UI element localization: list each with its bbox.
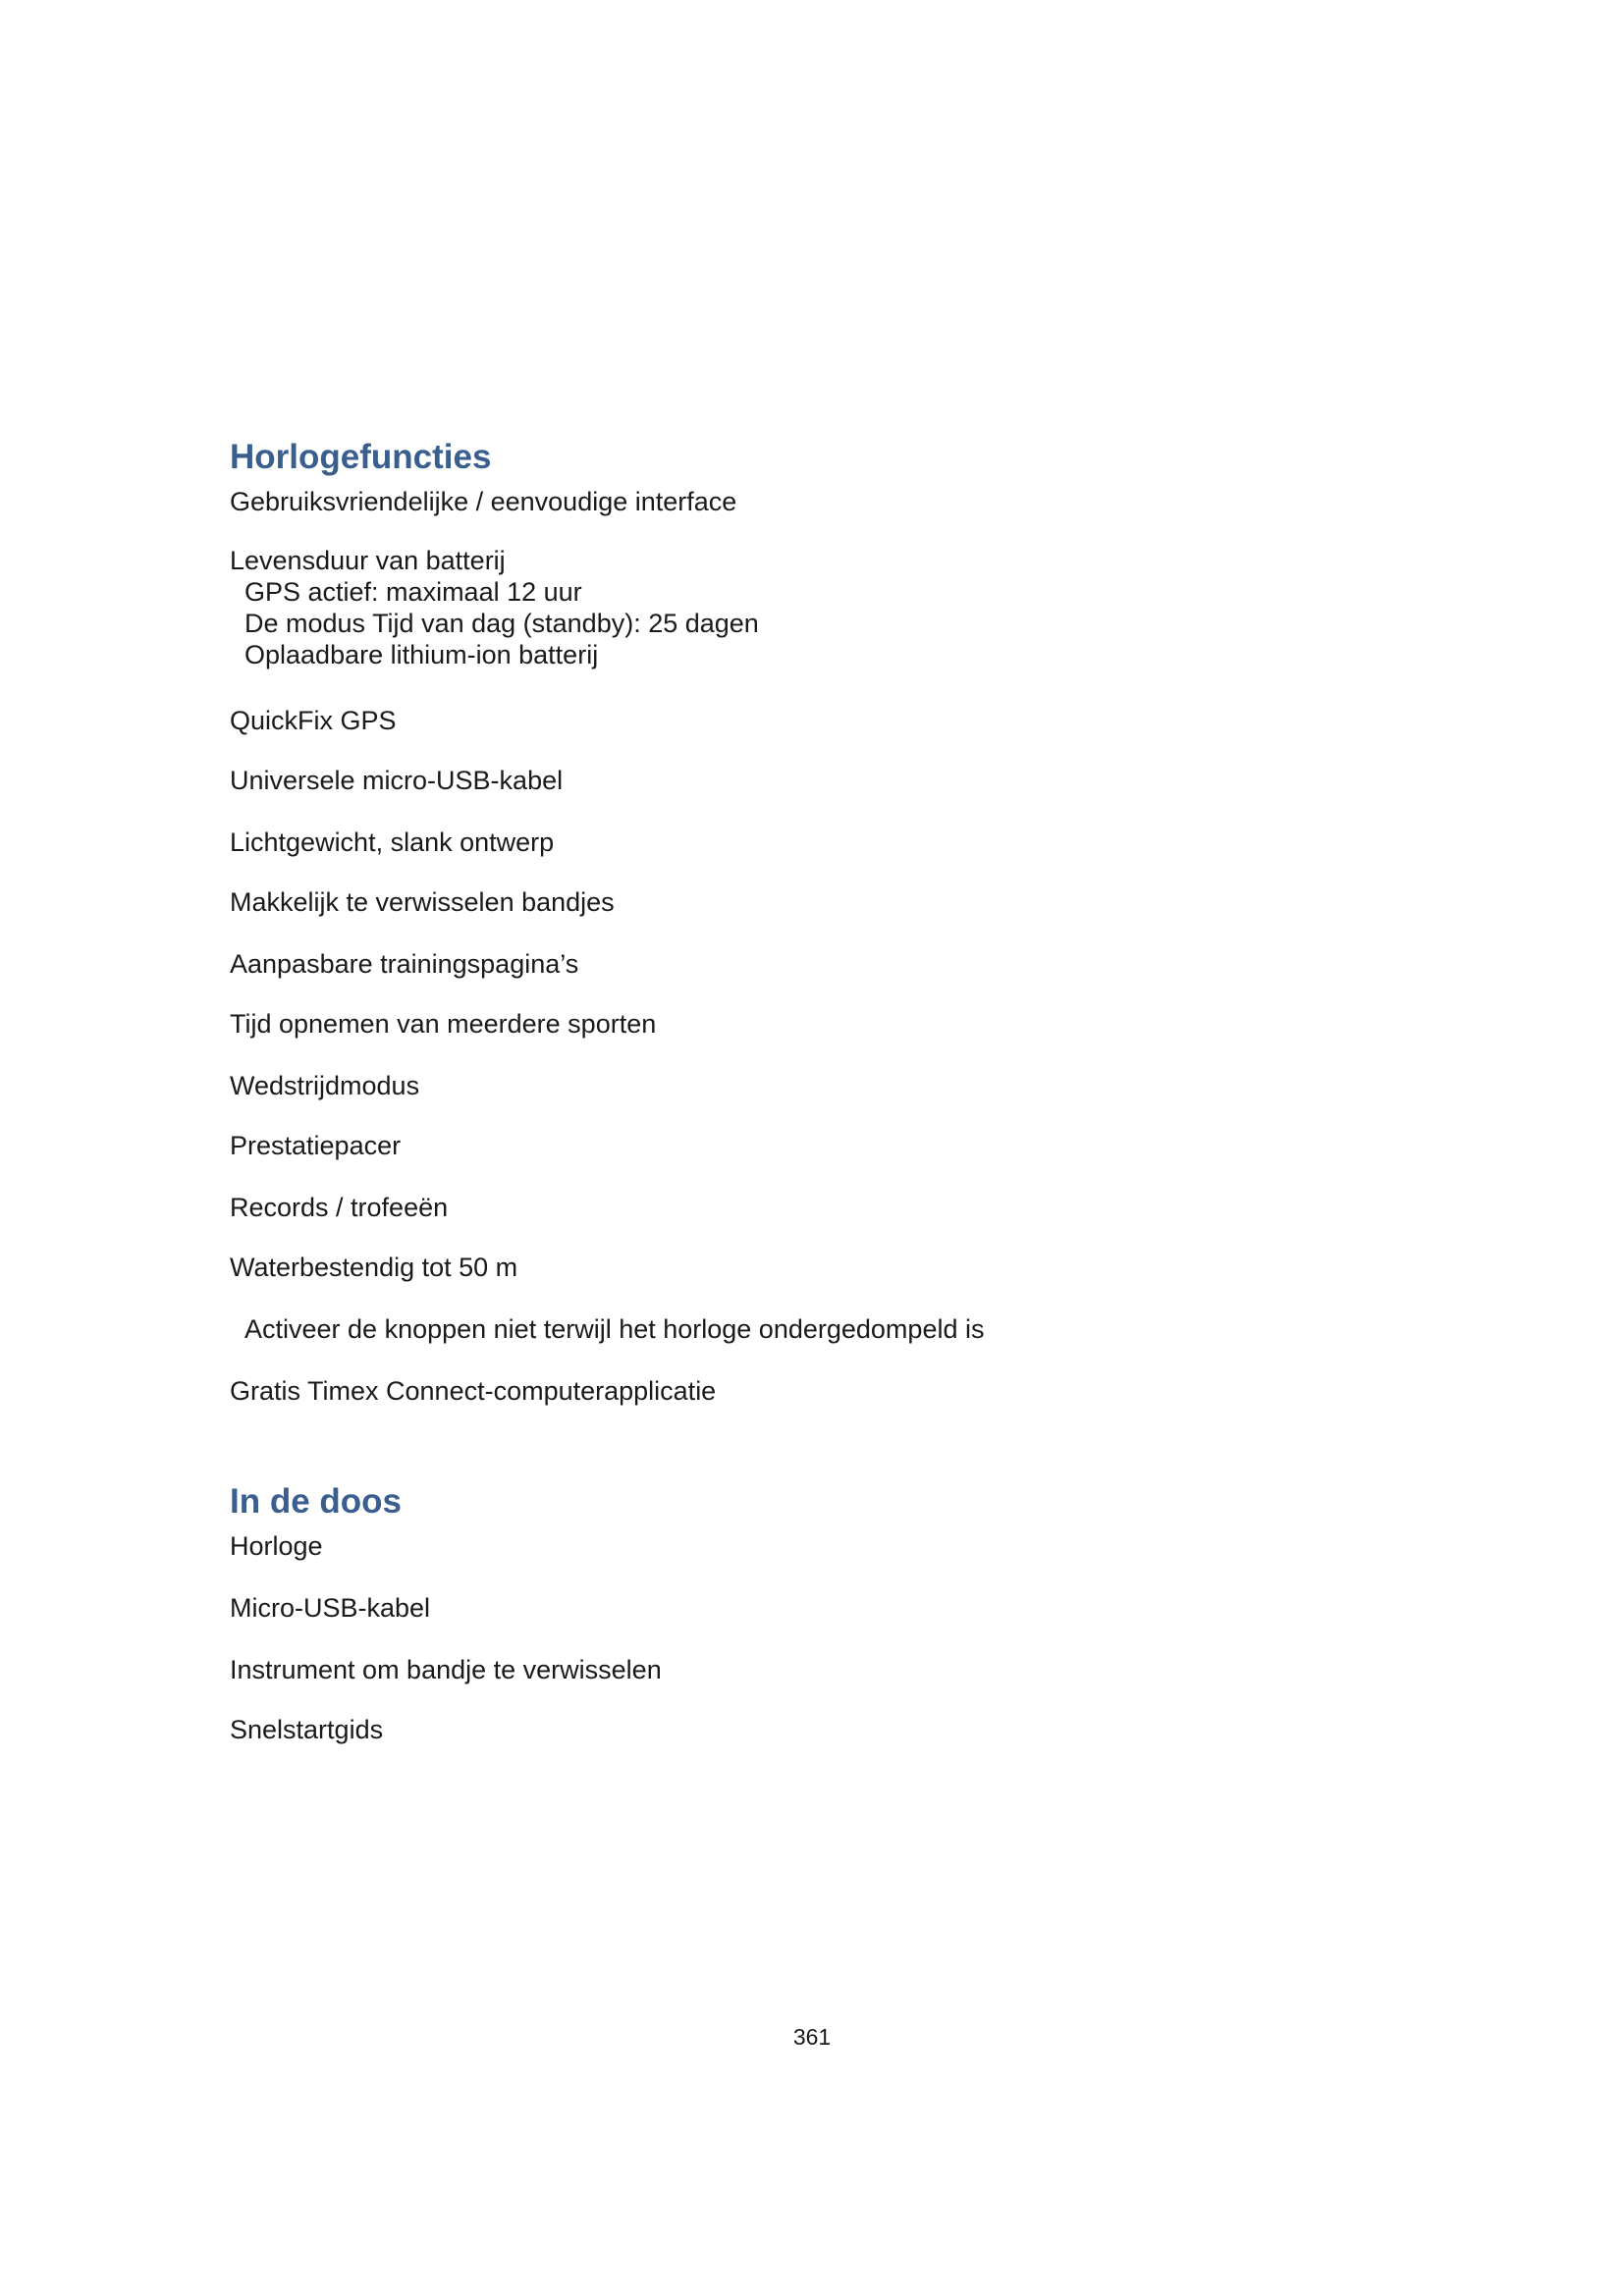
in-box-heading: In de doos [230, 1482, 402, 1521]
page-number: 361 [792, 2024, 832, 2050]
feature-pacer: Prestatiepacer [230, 1131, 402, 1160]
feature-water-note: Activeer de knoppen niet terwijl het horloge ondergedompeld is [244, 1314, 985, 1344]
in-box-cable: Micro-USB-kabel [230, 1593, 431, 1623]
feature-records: Records / trofeeën [230, 1193, 449, 1222]
feature-water-resistant: Waterbestendig tot 50 m [230, 1253, 518, 1282]
feature-usb-cable: Universele micro-USB-kabel [230, 766, 564, 795]
feature-battery-type: Oplaadbare lithium-ion batterij [244, 640, 599, 669]
in-box-watch: Horloge [230, 1531, 323, 1561]
feature-quickfix: QuickFix GPS [230, 706, 397, 735]
feature-bands: Makkelijk te verwisselen bandjes [230, 887, 615, 917]
feature-connect-app: Gratis Timex Connect-computerapplicatie [230, 1376, 717, 1406]
feature-lightweight: Lichtgewicht, slank ontwerp [230, 828, 555, 857]
feature-training-pages: Aanpasbare trainingspagina’s [230, 949, 579, 979]
feature-multisport: Tijd opnemen van meerdere sporten [230, 1009, 657, 1039]
in-box-band-tool: Instrument om bandje te verwisselen [230, 1655, 662, 1684]
feature-battery-title: Levensduur van batterij [230, 546, 506, 575]
feature-battery-gps: GPS actief: maximaal 12 uur [244, 577, 582, 607]
feature-battery-standby: De modus Tijd van dag (standby): 25 dagen [244, 609, 759, 638]
feature-race-mode: Wedstrijdmodus [230, 1071, 420, 1100]
features-heading: Horlogefuncties [230, 438, 492, 476]
in-box-quick-start: Snelstartgids [230, 1715, 384, 1744]
feature-interface: Gebruiksvriendelijke / eenvoudige interface [230, 487, 737, 516]
